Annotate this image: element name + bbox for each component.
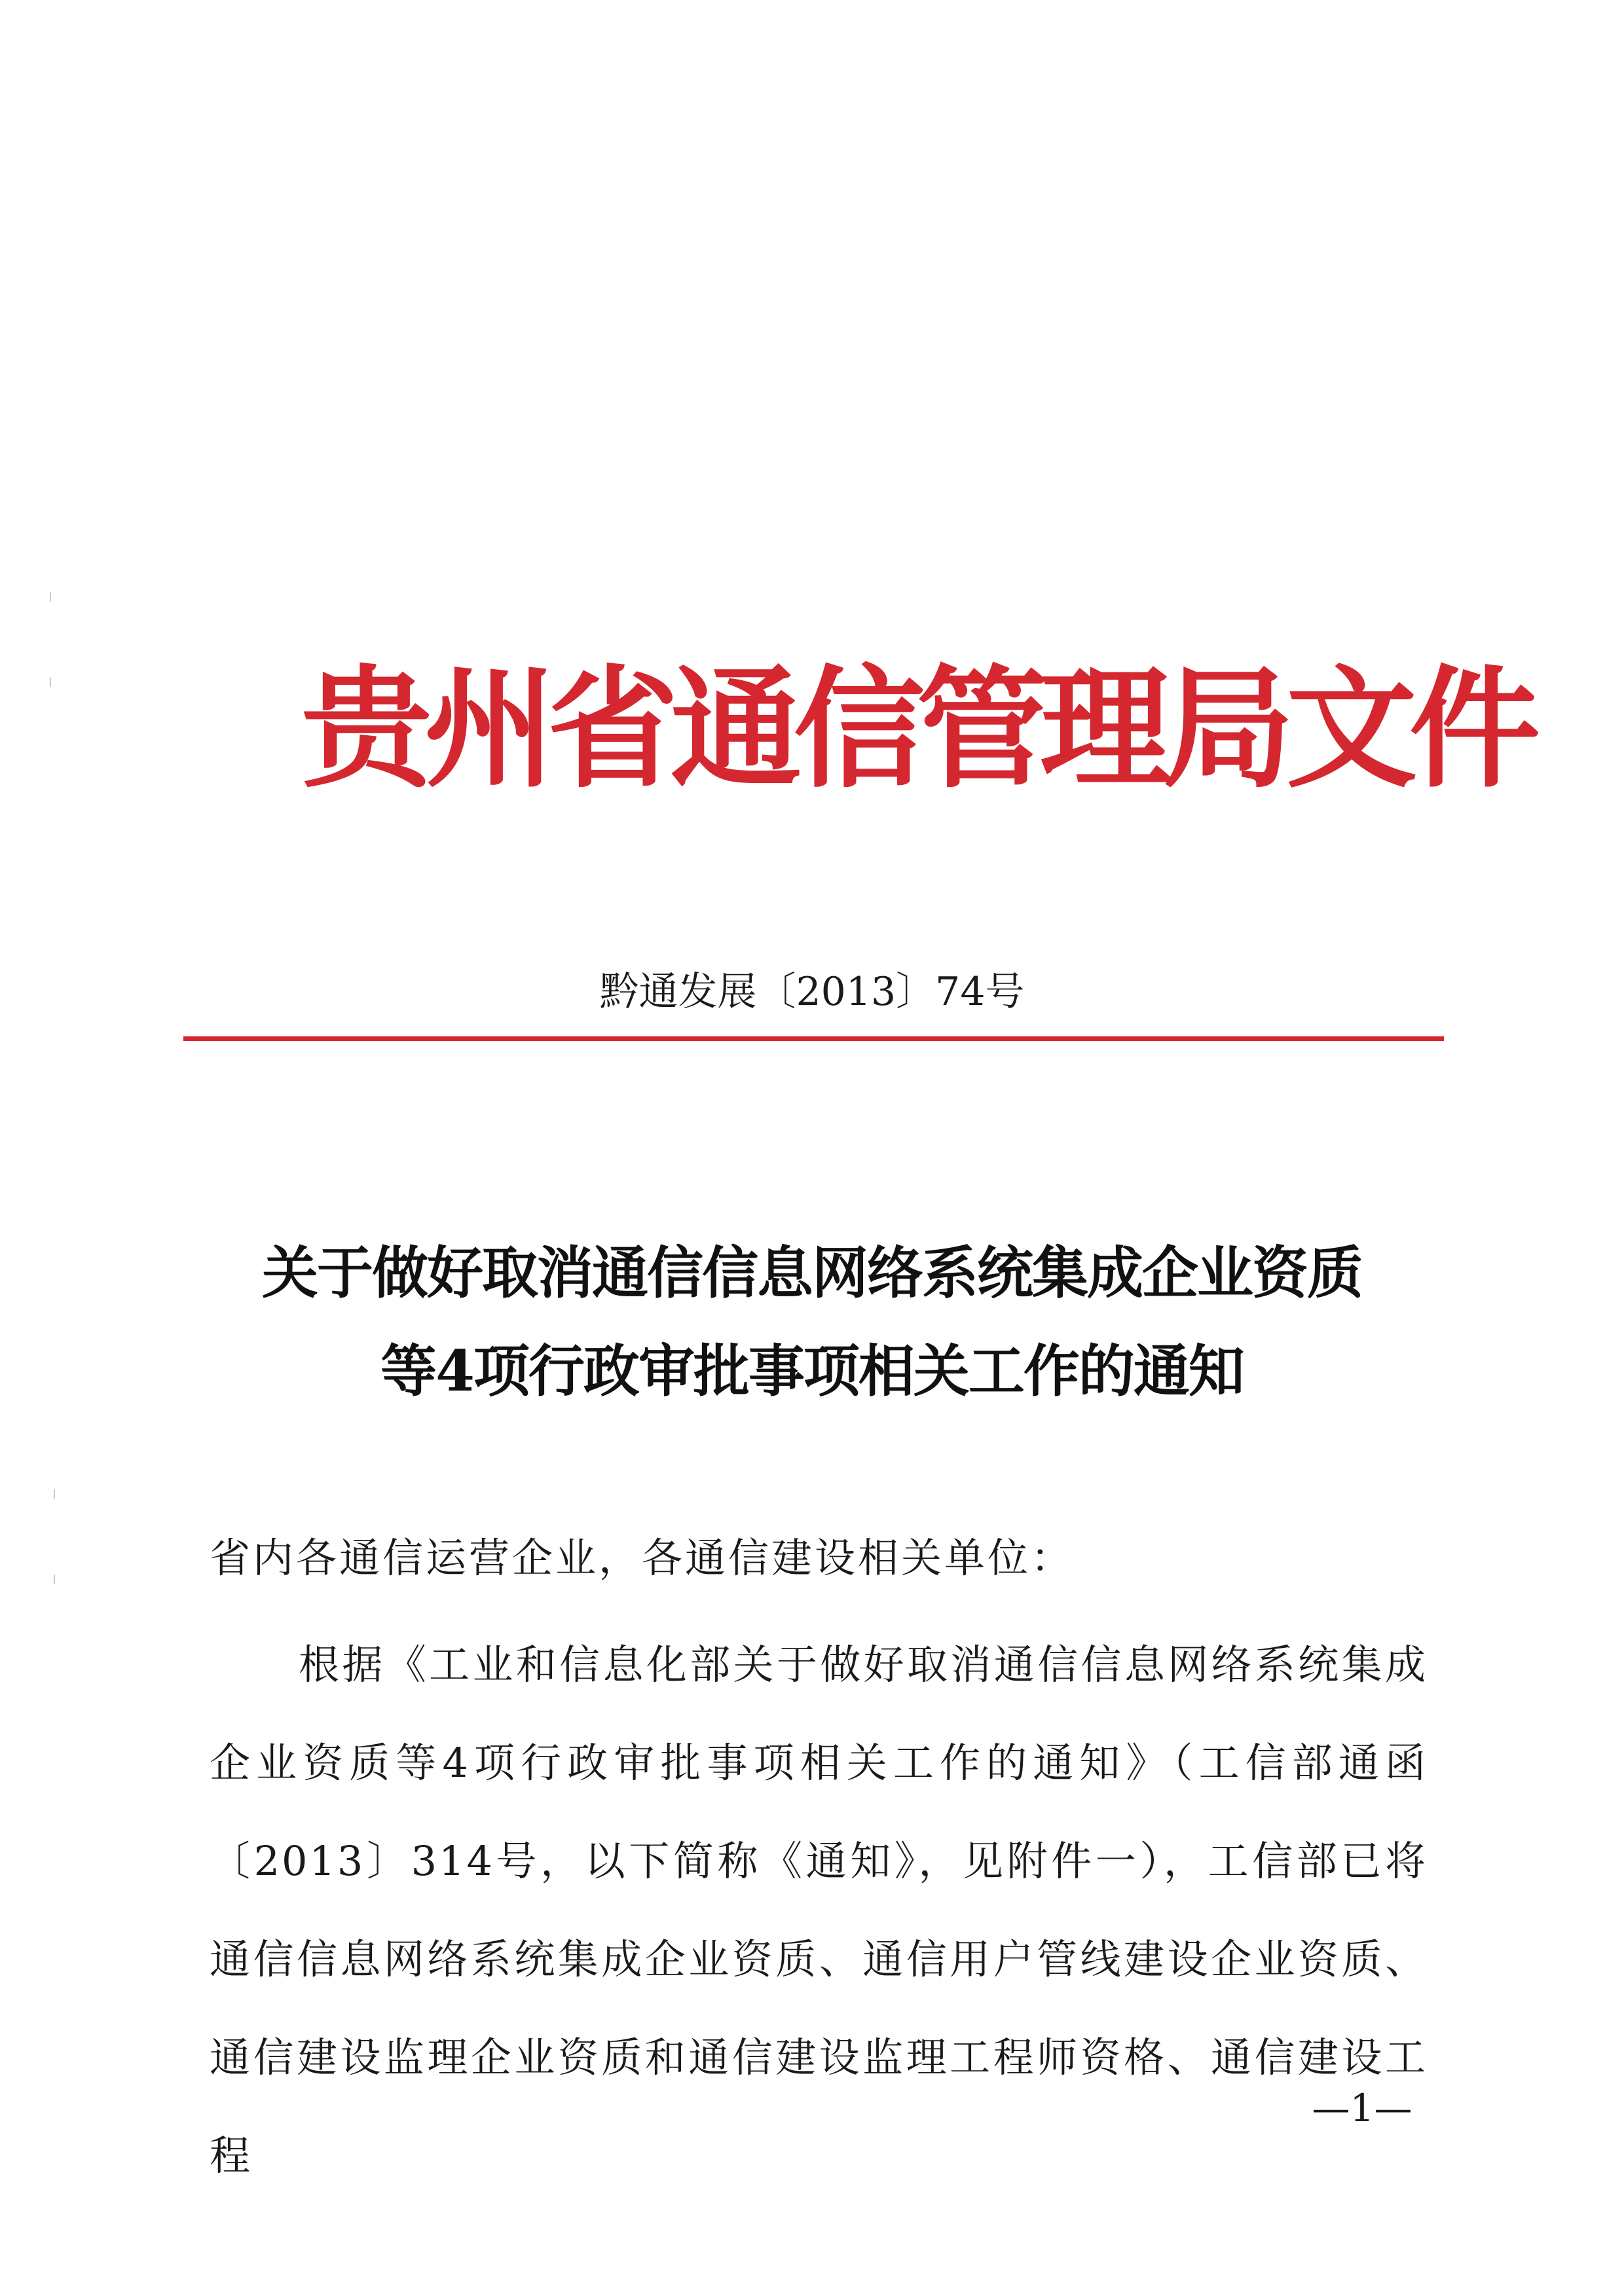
scan-mark [50, 678, 58, 687]
red-separator-line [183, 1036, 1444, 1041]
notice-title-line-1: 关于做好取消通信信息网络系统集成企业资质 [262, 1240, 1362, 1306]
document-number: 黔通发展〔2013〕74号 [599, 969, 1025, 1015]
body-paragraph: 根据《工业和信息化部关于做好取消通信信息网络系统集成企业资质等4项行政审批事项相关工作的通知》（工信部通函〔2013〕314号，以下简称《通知》，见附件一），工信部已将通信信息网络系统集成企业资质、通信用户管线建设企业资质、通信建设监理企业资质和通信建设监理工程师资格、通信建设工程 [210, 1641, 1428, 2179]
issuer-header: 贵州省通信管理局文件 [301, 653, 1533, 806]
notice-title-line-2: 等4项行政审批事项相关工作的通知 [380, 1338, 1244, 1404]
salutation: 省内各通信运营企业，各通信建设相关单位： [210, 1534, 1075, 1582]
scan-mark [54, 1489, 62, 1499]
notice-title [183, 1224, 1441, 1421]
page-number: —1— [1312, 2086, 1412, 2130]
scan-mark [50, 592, 58, 602]
scan-mark [54, 1575, 62, 1584]
